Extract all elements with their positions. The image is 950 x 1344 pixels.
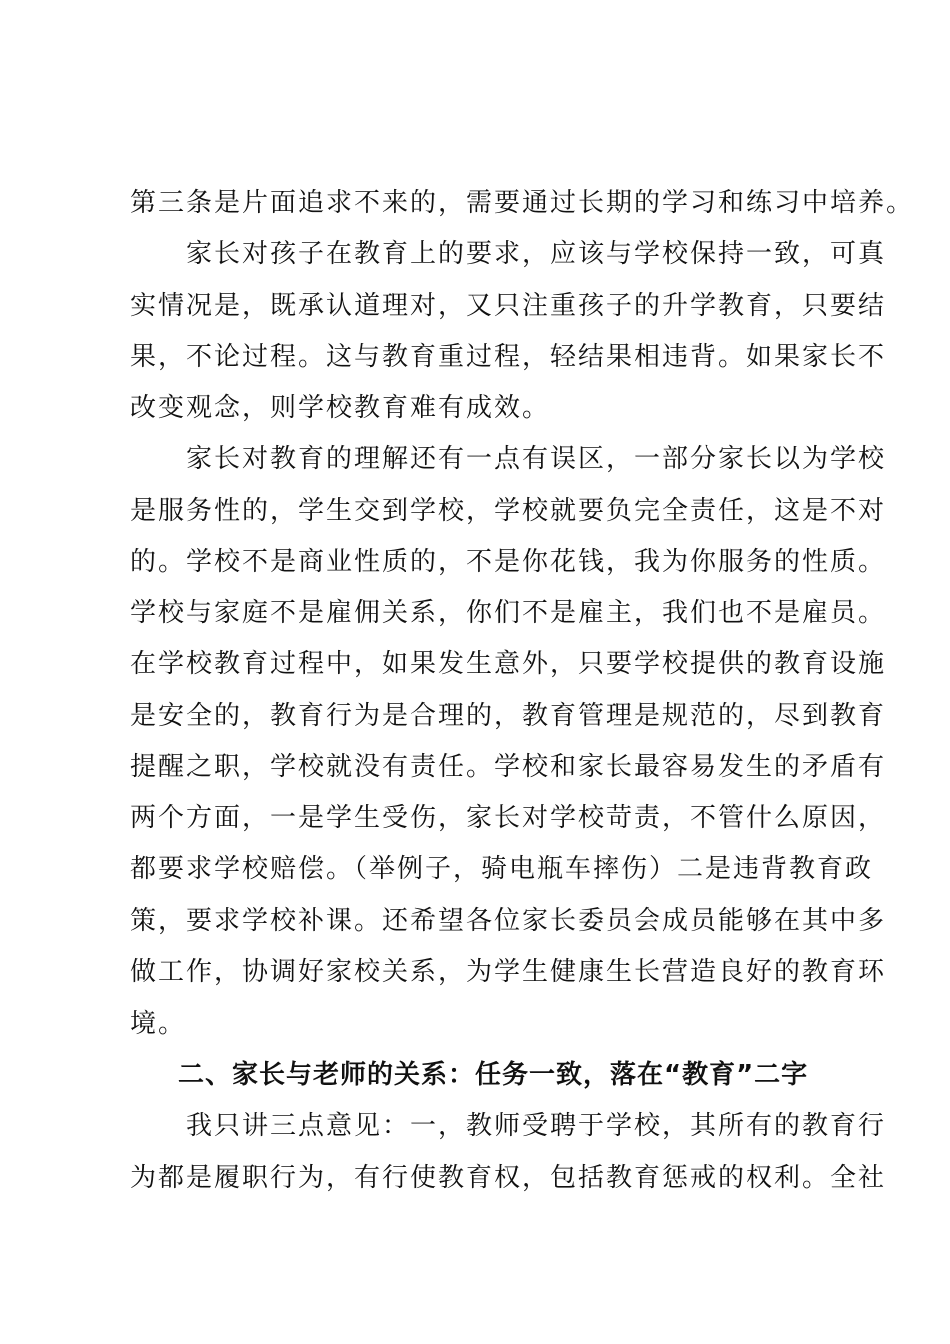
paragraph-line: 是服务性的，学生交到学校，学校就要负完全责任，这是不对 — [130, 496, 887, 526]
paragraph-line: 家长对教育的理解还有一点有误区，一部分家长以为学校 — [186, 444, 887, 474]
paragraph-line: 学校与家庭不是雇佣关系，你们不是雇主，我们也不是雇员。 — [130, 598, 887, 628]
paragraph-line: 实情况是，既承认道理对，又只注重孩子的升学教育，只要结 — [130, 291, 887, 321]
paragraph-line: 改变观念，则学校教育难有成效。 — [130, 393, 551, 423]
paragraph-line: 第三条是片面追求不来的，需要通过长期的学习和练习中培养。 — [130, 188, 915, 218]
paragraph-line: 策，要求学校补课。还希望各位家长委员会成员能够在其中多 — [130, 906, 887, 936]
paragraph-line: 为都是履职行为，有行使教育权，包括教育惩戒的权利。全社 — [130, 1163, 887, 1193]
paragraph-line: 我只讲三点意见：一，教师受聘于学校，其所有的教育行 — [186, 1111, 887, 1141]
paragraph-line: 家长对孩子在教育上的要求，应该与学校保持一致，可真 — [186, 239, 887, 269]
paragraph-line: 提醒之职，学校就没有责任。学校和家长最容易发生的矛盾有 — [130, 752, 887, 782]
paragraph-line: 的。学校不是商业性质的，不是你花钱，我为你服务的性质。 — [130, 547, 887, 577]
section-heading: 二、家长与老师的关系：任务一致，落在“教育”二字 — [178, 1060, 809, 1090]
paragraph-line: 境。 — [130, 1009, 187, 1039]
paragraph-line: 果，不论过程。这与教育重过程，轻结果相违背。如果家长不 — [130, 342, 887, 372]
paragraph-line: 在学校教育过程中，如果发生意外，只要学校提供的教育设施 — [130, 649, 887, 679]
paragraph-line: 两个方面，一是学生受伤，家长对学校苛责，不管什么原因， — [130, 803, 887, 833]
paragraph-line: 都要求学校赔偿。（举例子，骑电瓶车摔伤）二是违背教育政 — [130, 854, 874, 884]
paragraph-line: 做工作，协调好家校关系，为学生健康生长营造良好的教育环 — [130, 957, 887, 987]
paragraph-line: 是安全的，教育行为是合理的，教育管理是规范的，尽到教育 — [130, 701, 887, 731]
